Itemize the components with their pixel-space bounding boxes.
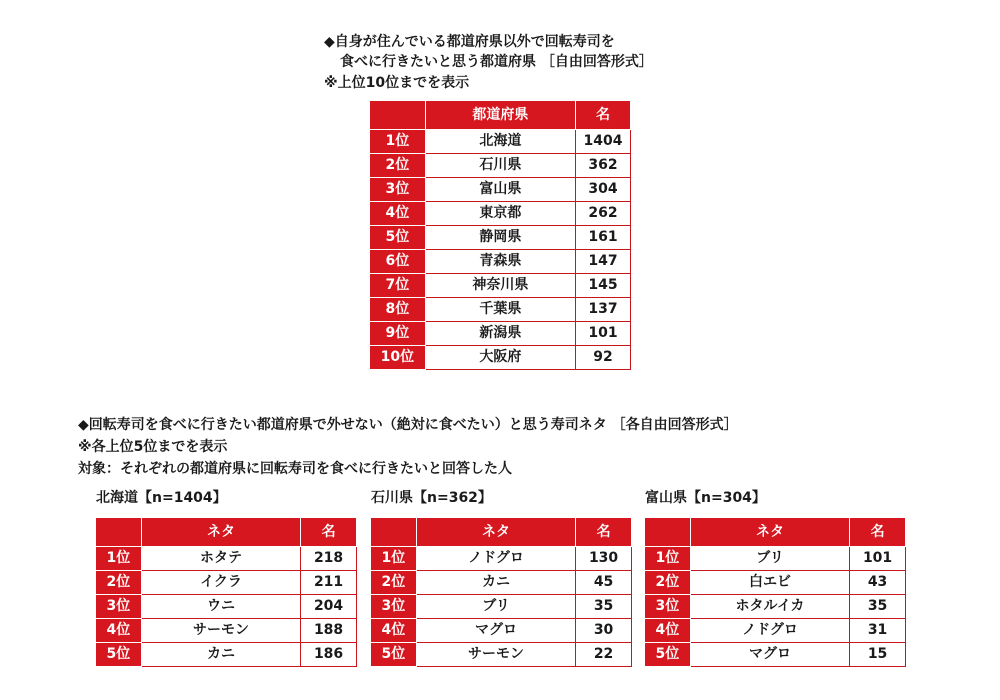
rank-cell: 3位 bbox=[96, 595, 142, 619]
rank-cell: 1位 bbox=[645, 547, 691, 571]
header-neta: ネタ bbox=[416, 518, 575, 547]
rank-cell: 1位 bbox=[371, 547, 417, 571]
table-header-row bbox=[371, 518, 632, 547]
count-cell: 22 bbox=[576, 643, 632, 667]
count-cell: 92 bbox=[576, 346, 631, 370]
header-count: 名 bbox=[576, 518, 632, 547]
neta-cell: マグロ bbox=[690, 643, 849, 667]
header-rank bbox=[370, 101, 426, 130]
rank-cell: 4位 bbox=[96, 619, 142, 643]
neta-cell: ノドグロ bbox=[416, 547, 575, 571]
section1-title-line2: 食べに行きたいと思う都道府県 ［自由回答形式］ bbox=[340, 54, 653, 70]
table-row bbox=[371, 547, 632, 571]
rank-cell: 2位 bbox=[370, 154, 426, 178]
rank-cell: 5位 bbox=[645, 643, 691, 667]
neta-cell: イクラ bbox=[141, 571, 300, 595]
header-count: 名 bbox=[576, 101, 631, 130]
section2-title: ◆回転寿司を食べに行きたい都道府県で外せない（絶対に食べたい）と思う寿司ネタ ［各自由回答形式］ bbox=[78, 417, 738, 433]
neta-cell: ブリ bbox=[416, 595, 575, 619]
count-cell: 204 bbox=[301, 595, 357, 619]
table-row bbox=[645, 571, 906, 595]
rank-cell: 2位 bbox=[96, 571, 142, 595]
rank-cell: 4位 bbox=[370, 202, 426, 226]
table-row bbox=[96, 643, 357, 667]
table-row bbox=[96, 619, 357, 643]
count-cell: 31 bbox=[850, 619, 906, 643]
count-cell: 101 bbox=[850, 547, 906, 571]
table-row bbox=[370, 274, 631, 298]
neta-cell: ブリ bbox=[690, 547, 849, 571]
prefecture-cell: 大阪府 bbox=[425, 346, 575, 370]
count-cell: 101 bbox=[576, 322, 631, 346]
table-row bbox=[371, 571, 632, 595]
ishikawa-caption: 石川県【n=362】 bbox=[371, 490, 492, 506]
count-cell: 147 bbox=[576, 250, 631, 274]
rank-cell: 7位 bbox=[370, 274, 426, 298]
table-row bbox=[96, 547, 357, 571]
table-row bbox=[371, 595, 632, 619]
section1-note: ※上位10位までを表示 bbox=[324, 75, 470, 91]
table-row bbox=[370, 250, 631, 274]
toyama-sushi-table bbox=[644, 517, 906, 667]
header-rank bbox=[371, 518, 417, 547]
table-row bbox=[645, 619, 906, 643]
neta-cell: 白エビ bbox=[690, 571, 849, 595]
count-cell: 211 bbox=[301, 571, 357, 595]
count-cell: 15 bbox=[850, 643, 906, 667]
count-cell: 188 bbox=[301, 619, 357, 643]
table-header-row bbox=[645, 518, 906, 547]
ishikawa-sushi-table bbox=[370, 517, 632, 667]
prefecture-cell: 千葉県 bbox=[425, 298, 575, 322]
header-neta: ネタ bbox=[690, 518, 849, 547]
prefecture-cell: 青森県 bbox=[425, 250, 575, 274]
neta-cell: サーモン bbox=[416, 643, 575, 667]
prefecture-cell: 神奈川県 bbox=[425, 274, 575, 298]
table-row bbox=[370, 322, 631, 346]
table-header-row bbox=[96, 518, 357, 547]
section2-note: ※各上位5位までを表示 bbox=[78, 439, 228, 455]
table-header-row bbox=[370, 101, 631, 130]
count-cell: 1404 bbox=[576, 130, 631, 154]
count-cell: 35 bbox=[850, 595, 906, 619]
section1-title-line1: ◆自身が住んでいる都道府県以外で回転寿司を bbox=[324, 34, 615, 50]
rank-cell: 2位 bbox=[371, 571, 417, 595]
section2-target: 対象：それぞれの都道府県に回転寿司を食べに行きたいと回答した人 bbox=[78, 461, 512, 477]
rank-cell: 1位 bbox=[370, 130, 426, 154]
table-row bbox=[645, 643, 906, 667]
header-rank bbox=[645, 518, 691, 547]
neta-cell: ウニ bbox=[141, 595, 300, 619]
count-cell: 145 bbox=[576, 274, 631, 298]
rank-cell: 9位 bbox=[370, 322, 426, 346]
prefecture-cell: 北海道 bbox=[425, 130, 575, 154]
hokkaido-sushi-table bbox=[95, 517, 357, 667]
rank-cell: 1位 bbox=[96, 547, 142, 571]
table-row bbox=[370, 226, 631, 250]
table-row bbox=[371, 619, 632, 643]
rank-cell: 4位 bbox=[371, 619, 417, 643]
neta-cell: ホタルイカ bbox=[690, 595, 849, 619]
table-row bbox=[645, 547, 906, 571]
count-cell: 130 bbox=[576, 547, 632, 571]
header-prefecture: 都道府県 bbox=[425, 101, 575, 130]
rank-cell: 3位 bbox=[645, 595, 691, 619]
count-cell: 304 bbox=[576, 178, 631, 202]
header-rank bbox=[96, 518, 142, 547]
table-row bbox=[645, 595, 906, 619]
rank-cell: 5位 bbox=[371, 643, 417, 667]
table-row bbox=[370, 298, 631, 322]
count-cell: 218 bbox=[301, 547, 357, 571]
count-cell: 137 bbox=[576, 298, 631, 322]
table-row bbox=[96, 571, 357, 595]
neta-cell: カニ bbox=[416, 571, 575, 595]
hokkaido-caption: 北海道【n=1404】 bbox=[96, 490, 227, 506]
table-row bbox=[370, 202, 631, 226]
count-cell: 362 bbox=[576, 154, 631, 178]
count-cell: 161 bbox=[576, 226, 631, 250]
neta-cell: ホタテ bbox=[141, 547, 300, 571]
neta-cell: マグロ bbox=[416, 619, 575, 643]
prefecture-cell: 東京都 bbox=[425, 202, 575, 226]
table-row bbox=[370, 154, 631, 178]
prefecture-cell: 静岡県 bbox=[425, 226, 575, 250]
rank-cell: 5位 bbox=[96, 643, 142, 667]
count-cell: 35 bbox=[576, 595, 632, 619]
rank-cell: 4位 bbox=[645, 619, 691, 643]
rank-cell: 6位 bbox=[370, 250, 426, 274]
neta-cell: ノドグロ bbox=[690, 619, 849, 643]
prefecture-ranking-table bbox=[369, 100, 631, 370]
prefecture-cell: 富山県 bbox=[425, 178, 575, 202]
neta-cell: サーモン bbox=[141, 619, 300, 643]
rank-cell: 3位 bbox=[371, 595, 417, 619]
table-row bbox=[371, 643, 632, 667]
rank-cell: 3位 bbox=[370, 178, 426, 202]
prefecture-cell: 石川県 bbox=[425, 154, 575, 178]
header-neta: ネタ bbox=[141, 518, 300, 547]
neta-cell: カニ bbox=[141, 643, 300, 667]
table-row bbox=[370, 346, 631, 370]
rank-cell: 2位 bbox=[645, 571, 691, 595]
count-cell: 186 bbox=[301, 643, 357, 667]
count-cell: 262 bbox=[576, 202, 631, 226]
count-cell: 45 bbox=[576, 571, 632, 595]
prefecture-cell: 新潟県 bbox=[425, 322, 575, 346]
table-row bbox=[96, 595, 357, 619]
header-count: 名 bbox=[301, 518, 357, 547]
table-row bbox=[370, 130, 631, 154]
table-row bbox=[370, 178, 631, 202]
header-count: 名 bbox=[850, 518, 906, 547]
count-cell: 43 bbox=[850, 571, 906, 595]
rank-cell: 5位 bbox=[370, 226, 426, 250]
count-cell: 30 bbox=[576, 619, 632, 643]
toyama-caption: 富山県【n=304】 bbox=[645, 490, 766, 506]
rank-cell: 8位 bbox=[370, 298, 426, 322]
rank-cell: 10位 bbox=[370, 346, 426, 370]
